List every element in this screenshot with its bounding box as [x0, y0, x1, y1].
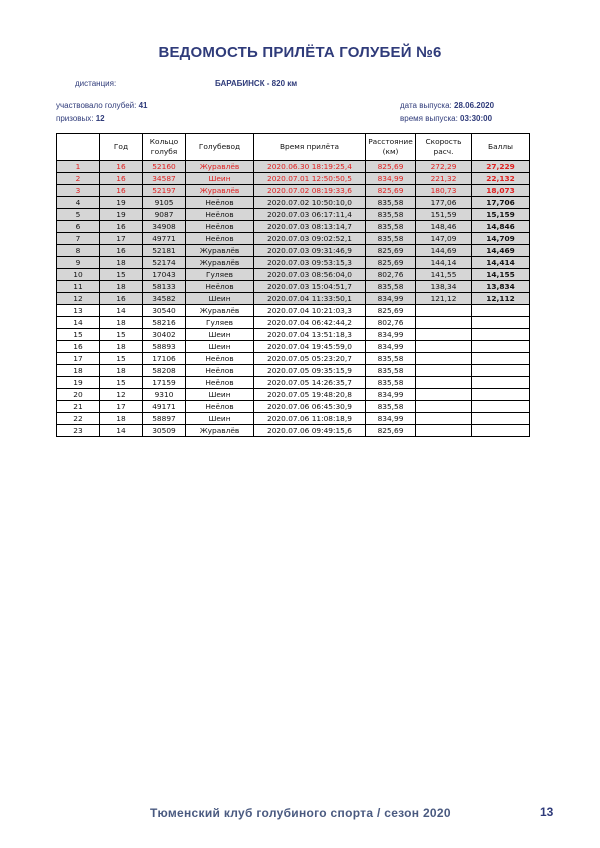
footer-text: Тюменский клуб голубиного спорта / сезон 2020 — [150, 806, 451, 820]
row-distance: 835,58 — [366, 377, 416, 389]
table-row — [57, 233, 530, 245]
row-owner: Неёлов — [186, 209, 254, 221]
row-ring: 52160 — [143, 161, 186, 173]
release-date-value: 28.06.2020 — [454, 101, 495, 110]
row-year: 18 — [100, 413, 143, 425]
row-speed: 148,46 — [416, 221, 472, 233]
row-owner: Гуляев — [186, 317, 254, 329]
row-points: 13,834 — [472, 281, 530, 293]
row-distance: 834,99 — [366, 389, 416, 401]
row-ring: 30540 — [143, 305, 186, 317]
row-year: 15 — [100, 377, 143, 389]
participants-value: 41 — [138, 101, 148, 110]
row-index: 3 — [57, 185, 100, 197]
row-points: 17,706 — [472, 197, 530, 209]
row-distance: 835,58 — [366, 221, 416, 233]
col-header-speed: Скорость расч. — [416, 134, 472, 161]
col-header-index — [57, 134, 100, 161]
table-row — [57, 377, 530, 389]
table-row — [57, 425, 530, 437]
row-index: 23 — [57, 425, 100, 437]
row-distance: 825,69 — [366, 257, 416, 269]
row-year: 18 — [100, 257, 143, 269]
row-points: 14,709 — [472, 233, 530, 245]
row-speed: 180,73 — [416, 185, 472, 197]
row-distance: 802,76 — [366, 269, 416, 281]
row-year: 14 — [100, 425, 143, 437]
row-points — [472, 305, 530, 317]
row-arrival-time: 2020.07.05 14:26:35,7 — [254, 377, 366, 389]
table-row — [57, 341, 530, 353]
row-distance: 835,58 — [366, 281, 416, 293]
row-ring: 9310 — [143, 389, 186, 401]
row-ring: 49171 — [143, 401, 186, 413]
row-points: 22,132 — [472, 173, 530, 185]
row-index: 2 — [57, 173, 100, 185]
row-distance: 825,69 — [366, 161, 416, 173]
row-arrival-time: 2020.07.05 05:23:20,7 — [254, 353, 366, 365]
row-speed: 144,69 — [416, 245, 472, 257]
row-owner: Шеин — [186, 173, 254, 185]
row-arrival-time: 2020.07.04 10:21:03,3 — [254, 305, 366, 317]
participants-label: участвовало голубей: — [56, 101, 137, 110]
row-year: 19 — [100, 197, 143, 209]
release-time-value: 03:30:00 — [460, 114, 493, 123]
row-owner: Неёлов — [186, 221, 254, 233]
row-owner: Неёлов — [186, 353, 254, 365]
row-ring: 30509 — [143, 425, 186, 437]
col-header-year: Год — [100, 134, 143, 161]
row-speed — [416, 341, 472, 353]
col-header-ring: Кольцо голубя — [143, 134, 186, 161]
table-row — [57, 353, 530, 365]
row-arrival-time: 2020.07.02 08:19:33,6 — [254, 185, 366, 197]
row-speed: 221,32 — [416, 173, 472, 185]
row-speed — [416, 425, 472, 437]
row-arrival-time: 2020.07.05 19:48:20,8 — [254, 389, 366, 401]
row-distance: 835,58 — [366, 365, 416, 377]
row-arrival-time: 2020.07.03 09:53:15,3 — [254, 257, 366, 269]
table-row — [57, 317, 530, 329]
row-owner: Шеин — [186, 389, 254, 401]
row-year: 17 — [100, 401, 143, 413]
row-speed: 141,55 — [416, 269, 472, 281]
row-speed — [416, 305, 472, 317]
row-index: 22 — [57, 413, 100, 425]
row-index: 16 — [57, 341, 100, 353]
row-year: 18 — [100, 341, 143, 353]
row-arrival-time: 2020.07.06 11:08:18,9 — [254, 413, 366, 425]
release-date-label: дата выпуска: — [400, 101, 452, 110]
row-owner: Неёлов — [186, 365, 254, 377]
row-speed — [416, 365, 472, 377]
row-distance: 834,99 — [366, 413, 416, 425]
row-arrival-time: 2020.07.03 08:13:14,7 — [254, 221, 366, 233]
row-points: 14,414 — [472, 257, 530, 269]
row-points: 14,469 — [472, 245, 530, 257]
row-year: 16 — [100, 293, 143, 305]
table-row — [57, 185, 530, 197]
row-speed — [416, 401, 472, 413]
row-speed — [416, 377, 472, 389]
row-arrival-time: 2020.07.04 11:33:50,1 — [254, 293, 366, 305]
row-arrival-time: 2020.07.06 09:49:15,6 — [254, 425, 366, 437]
page-title: ВЕДОМОСТЬ ПРИЛЁТА ГОЛУБЕЙ №6 — [158, 44, 442, 61]
col-header-distance: Расстояние (км) — [366, 134, 416, 161]
row-points: 15,159 — [472, 209, 530, 221]
row-distance: 825,69 — [366, 425, 416, 437]
row-ring: 58216 — [143, 317, 186, 329]
row-arrival-time: 2020.07.06 06:45:30,9 — [254, 401, 366, 413]
row-ring: 17106 — [143, 353, 186, 365]
table-row — [57, 389, 530, 401]
table-body — [57, 161, 530, 437]
row-arrival-time: 2020.07.03 08:56:04,0 — [254, 269, 366, 281]
release-time-line — [400, 114, 492, 123]
row-speed: 151,59 — [416, 209, 472, 221]
row-points — [472, 317, 530, 329]
col-header-owner: Голубевод — [186, 134, 254, 161]
row-owner: Журавлёв — [186, 161, 254, 173]
row-ring: 30402 — [143, 329, 186, 341]
row-owner: Неёлов — [186, 377, 254, 389]
row-arrival-time: 2020.07.03 15:04:51,7 — [254, 281, 366, 293]
row-index: 21 — [57, 401, 100, 413]
row-index: 17 — [57, 353, 100, 365]
distance-label: дистанция: — [75, 79, 117, 88]
row-year: 12 — [100, 389, 143, 401]
row-arrival-time: 2020.07.03 06:17:11,4 — [254, 209, 366, 221]
row-year: 18 — [100, 365, 143, 377]
row-ring: 58208 — [143, 365, 186, 377]
row-distance: 834,99 — [366, 341, 416, 353]
table-row — [57, 173, 530, 185]
row-speed — [416, 317, 472, 329]
row-index: 20 — [57, 389, 100, 401]
row-index: 14 — [57, 317, 100, 329]
table-header-row — [57, 134, 530, 161]
row-index: 1 — [57, 161, 100, 173]
distance-value: БАРАБИНСК - 820 км — [215, 79, 298, 88]
row-year: 15 — [100, 329, 143, 341]
row-year: 18 — [100, 317, 143, 329]
table-row — [57, 269, 530, 281]
row-owner: Неёлов — [186, 281, 254, 293]
row-ring: 9087 — [143, 209, 186, 221]
row-year: 19 — [100, 209, 143, 221]
row-points — [472, 365, 530, 377]
row-index: 5 — [57, 209, 100, 221]
row-points — [472, 425, 530, 437]
row-owner: Журавлёв — [186, 185, 254, 197]
table-row — [57, 161, 530, 173]
page-number: 13 — [540, 805, 554, 819]
row-points — [472, 353, 530, 365]
row-index: 13 — [57, 305, 100, 317]
row-owner: Журавлёв — [186, 305, 254, 317]
row-speed — [416, 413, 472, 425]
row-ring: 9105 — [143, 197, 186, 209]
row-ring: 52197 — [143, 185, 186, 197]
row-ring: 34908 — [143, 221, 186, 233]
row-ring: 34587 — [143, 173, 186, 185]
row-index: 18 — [57, 365, 100, 377]
table-row — [57, 221, 530, 233]
col-header-arrival-time: Время прилёта — [254, 134, 366, 161]
row-owner: Шеин — [186, 329, 254, 341]
row-arrival-time: 2020.07.01 12:50:50,5 — [254, 173, 366, 185]
row-arrival-time: 2020.07.05 09:35:15,9 — [254, 365, 366, 377]
table-row — [57, 293, 530, 305]
table-row — [57, 305, 530, 317]
row-index: 4 — [57, 197, 100, 209]
row-points — [472, 329, 530, 341]
row-points: 12,112 — [472, 293, 530, 305]
row-year: 15 — [100, 269, 143, 281]
row-index: 8 — [57, 245, 100, 257]
row-owner: Неёлов — [186, 197, 254, 209]
row-year: 18 — [100, 281, 143, 293]
row-index: 6 — [57, 221, 100, 233]
row-ring: 17159 — [143, 377, 186, 389]
row-points: 14,155 — [472, 269, 530, 281]
row-ring: 34582 — [143, 293, 186, 305]
row-speed: 147,09 — [416, 233, 472, 245]
row-year: 17 — [100, 233, 143, 245]
row-speed: 138,34 — [416, 281, 472, 293]
table-row — [57, 209, 530, 221]
table-row — [57, 413, 530, 425]
participants-line — [56, 101, 147, 110]
row-arrival-time: 2020.07.04 19:45:59,0 — [254, 341, 366, 353]
table-row — [57, 257, 530, 269]
row-year: 15 — [100, 353, 143, 365]
row-index: 19 — [57, 377, 100, 389]
row-points — [472, 401, 530, 413]
row-arrival-time: 2020.07.02 10:50:10,0 — [254, 197, 366, 209]
row-distance: 802,76 — [366, 317, 416, 329]
row-arrival-time: 2020.07.03 09:02:52,1 — [254, 233, 366, 245]
row-speed: 144,14 — [416, 257, 472, 269]
row-speed: 272,29 — [416, 161, 472, 173]
table-row — [57, 245, 530, 257]
row-ring: 49771 — [143, 233, 186, 245]
row-distance: 834,99 — [366, 293, 416, 305]
row-owner: Шеин — [186, 341, 254, 353]
row-distance: 835,58 — [366, 353, 416, 365]
results-table — [56, 133, 530, 437]
row-points: 27,229 — [472, 161, 530, 173]
row-owner: Гуляев — [186, 269, 254, 281]
row-year: 16 — [100, 173, 143, 185]
row-distance: 835,58 — [366, 233, 416, 245]
row-distance: 825,69 — [366, 245, 416, 257]
row-arrival-time: 2020.06.30 18:19:25,4 — [254, 161, 366, 173]
row-ring: 52181 — [143, 245, 186, 257]
table-row — [57, 197, 530, 209]
row-distance: 825,69 — [366, 185, 416, 197]
row-distance: 835,58 — [366, 401, 416, 413]
table-row — [57, 365, 530, 377]
row-speed: 177,06 — [416, 197, 472, 209]
row-index: 12 — [57, 293, 100, 305]
row-speed: 121,12 — [416, 293, 472, 305]
row-owner: Неёлов — [186, 233, 254, 245]
prize-label: призовых: — [56, 114, 94, 123]
row-distance: 834,99 — [366, 329, 416, 341]
row-speed — [416, 353, 472, 365]
row-year: 16 — [100, 161, 143, 173]
table-row — [57, 401, 530, 413]
row-index: 7 — [57, 233, 100, 245]
release-time-label: время выпуска: — [400, 114, 458, 123]
row-ring: 58893 — [143, 341, 186, 353]
row-points: 14,846 — [472, 221, 530, 233]
row-owner: Неёлов — [186, 401, 254, 413]
row-ring: 17043 — [143, 269, 186, 281]
row-distance: 825,69 — [366, 305, 416, 317]
row-year: 14 — [100, 305, 143, 317]
row-points — [472, 413, 530, 425]
row-year: 16 — [100, 185, 143, 197]
row-owner: Журавлёв — [186, 245, 254, 257]
row-ring: 58133 — [143, 281, 186, 293]
row-year: 16 — [100, 245, 143, 257]
row-arrival-time: 2020.07.03 09:31:46,9 — [254, 245, 366, 257]
prize-value: 12 — [95, 114, 105, 123]
row-owner: Шеин — [186, 413, 254, 425]
row-owner: Журавлёв — [186, 257, 254, 269]
row-ring: 58897 — [143, 413, 186, 425]
row-arrival-time: 2020.07.04 13:51:18,3 — [254, 329, 366, 341]
table-row — [57, 281, 530, 293]
col-header-points: Баллы — [472, 134, 530, 161]
row-arrival-time: 2020.07.04 06:42:44,2 — [254, 317, 366, 329]
row-distance: 835,58 — [366, 197, 416, 209]
release-date-line — [400, 101, 494, 110]
row-distance: 834,99 — [366, 173, 416, 185]
row-points — [472, 389, 530, 401]
row-points — [472, 341, 530, 353]
row-index: 11 — [57, 281, 100, 293]
row-year: 16 — [100, 221, 143, 233]
row-speed — [416, 389, 472, 401]
row-index: 10 — [57, 269, 100, 281]
row-index: 9 — [57, 257, 100, 269]
row-speed — [416, 329, 472, 341]
row-points: 18,073 — [472, 185, 530, 197]
prize-line — [56, 114, 105, 123]
row-ring: 52174 — [143, 257, 186, 269]
row-owner: Шеин — [186, 293, 254, 305]
row-index: 15 — [57, 329, 100, 341]
row-distance: 835,58 — [366, 209, 416, 221]
row-points — [472, 377, 530, 389]
row-owner: Журавлёв — [186, 425, 254, 437]
table-row — [57, 329, 530, 341]
